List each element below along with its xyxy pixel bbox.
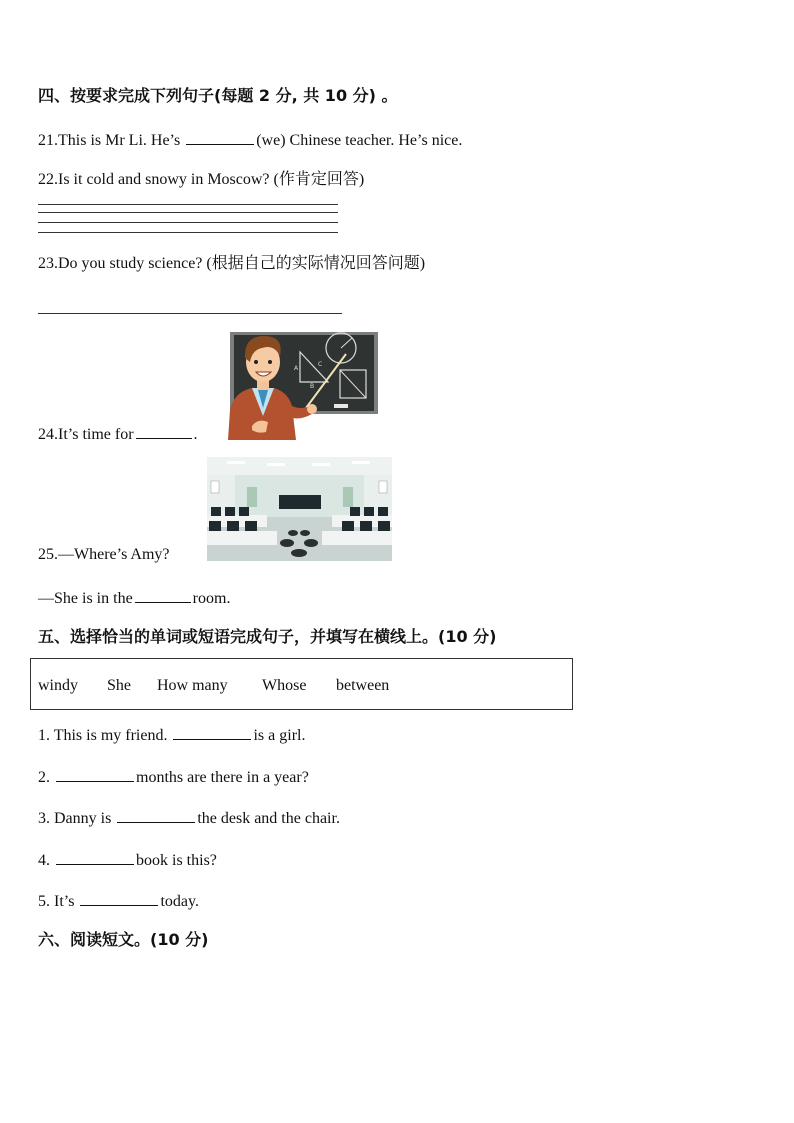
word-bank-item: windy xyxy=(38,677,78,694)
q22-answer-line-1[interactable] xyxy=(38,204,338,205)
q21-text-part1: This is Mr Li. He’s xyxy=(58,132,181,149)
word-bank-item: How many xyxy=(157,677,228,694)
item-2-text-after: months are there in a year? xyxy=(136,769,309,786)
question-25-answer xyxy=(38,586,230,609)
q22-answer-line-2[interactable] xyxy=(38,212,338,213)
svg-text:A: A xyxy=(294,365,299,372)
question-22: 22.Is it cold and snowy in Moscow? (作肯定回答) xyxy=(38,171,365,188)
question-21 xyxy=(38,128,462,151)
item-5-text: 5. It’s xyxy=(38,893,75,910)
section-6-heading: 六、阅读短文。(10 分) xyxy=(38,930,209,949)
section5-item-1 xyxy=(38,723,305,746)
word-bank-item: Whose xyxy=(262,677,307,694)
q23-answer-line[interactable] xyxy=(38,313,342,314)
section-5-heading: 五、选择恰当的单词或短语完成句子，并填写在横线上。(10 分) xyxy=(38,627,497,646)
svg-text:B: B xyxy=(310,383,315,390)
item-1-blank[interactable] xyxy=(173,723,251,740)
word-bank-box xyxy=(30,658,573,710)
item-4-text: 4. xyxy=(38,852,50,869)
q21-answer-blank[interactable] xyxy=(186,128,254,145)
q24-period: . xyxy=(193,426,198,443)
question-24 xyxy=(38,422,198,445)
computer-room-photo xyxy=(207,457,392,561)
q24-text: 24.It’s time for xyxy=(38,426,134,443)
word-bank-item: between xyxy=(336,677,390,694)
item-3-text: 3. Danny is xyxy=(38,810,112,827)
q24-answer-blank[interactable] xyxy=(136,422,192,439)
q21-number: 21. xyxy=(38,132,58,149)
section5-item-2 xyxy=(38,765,309,788)
item-2-text: 2. xyxy=(38,769,50,786)
svg-text:C: C xyxy=(318,361,323,368)
question-23: 23.Do you study science? (根据自己的实际情况回答问题) xyxy=(38,255,426,272)
item-4-text-after: book is this? xyxy=(136,852,217,869)
q21-text-part2: (we) Chinese teacher. He’s nice. xyxy=(256,132,463,149)
item-3-text-after: the desk and the chair. xyxy=(197,810,340,827)
q22-answer-line-4[interactable] xyxy=(38,232,338,233)
section5-item-4 xyxy=(38,848,217,871)
item-5-blank[interactable] xyxy=(80,889,158,906)
item-3-blank[interactable] xyxy=(117,806,195,823)
q25-answer-part1: —She is in the xyxy=(38,590,133,607)
item-1-text-after: is a girl. xyxy=(253,727,306,744)
section5-item-5 xyxy=(38,889,199,912)
item-4-blank[interactable] xyxy=(56,848,134,865)
q25-answer-part2: room. xyxy=(192,590,231,607)
q25-answer-blank[interactable] xyxy=(135,586,191,603)
teacher-chalkboard-illustration xyxy=(222,330,380,440)
question-25: 25.—Where’s Amy? xyxy=(38,546,170,563)
item-1-text: 1. This is my friend. xyxy=(38,727,168,744)
section5-item-3 xyxy=(38,806,340,829)
section-4-heading: 四、按要求完成下列句子(每题 2 分, 共 10 分) 。 xyxy=(38,86,398,105)
item-5-text-after: today. xyxy=(160,893,199,910)
item-2-blank[interactable] xyxy=(56,765,134,782)
q22-answer-line-3[interactable] xyxy=(38,222,338,223)
word-bank-item: She xyxy=(107,677,131,694)
